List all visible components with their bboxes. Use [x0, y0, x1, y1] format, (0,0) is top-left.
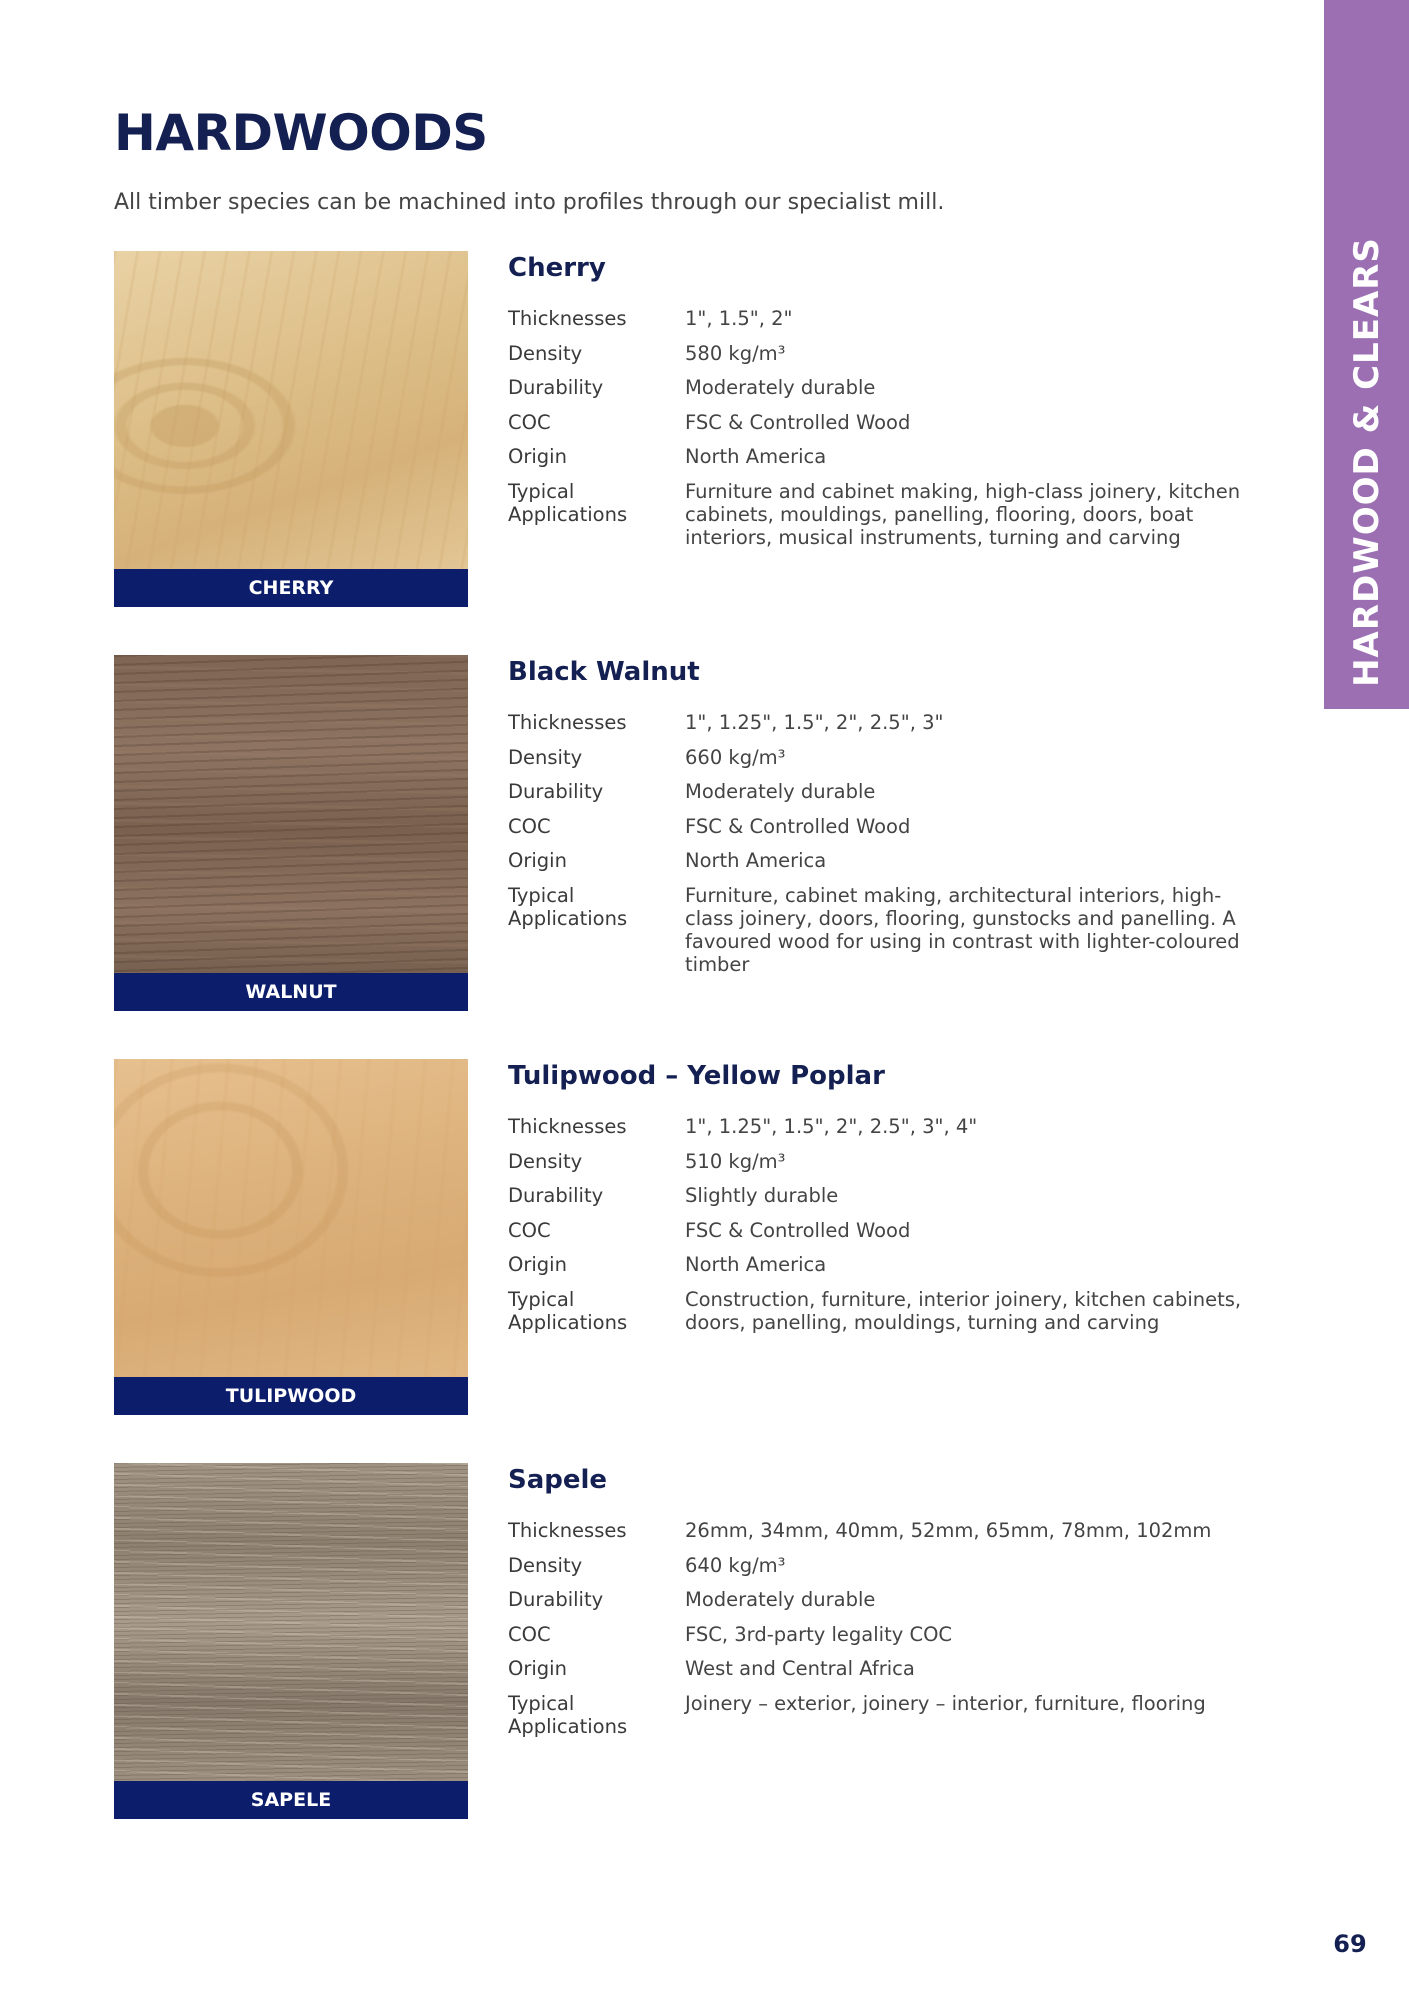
spec-label: COC: [508, 1218, 551, 1242]
spec-table: [508, 1059, 1268, 1345]
spec-label: Density: [508, 745, 583, 769]
spec-value: 1", 1.25", 1.5", 2", 2.5", 3", 4": [685, 1115, 978, 1138]
spec-label: Thicknesses: [508, 307, 627, 330]
spec-label: Origin: [508, 1657, 567, 1680]
side-tab: [1324, 0, 1409, 709]
timber-swatch: [114, 655, 468, 1011]
spec-row-coc: [508, 411, 1268, 434]
spec-label: Origin: [508, 445, 567, 468]
spec-value: Furniture and cabinet making, high-class joinery, kitchen cabinets, mouldings, panelling, flooring, doors, boat interiors, musical instruments, turning and carving: [685, 479, 1241, 549]
timber-entry-walnut: [114, 655, 1244, 1011]
spec-row-coc: [508, 815, 1268, 838]
spec-row-applications: [508, 884, 1268, 976]
spec-label: Density: [508, 1149, 583, 1173]
timber-swatch: [114, 1059, 468, 1415]
timber-name: Black Walnut: [508, 657, 700, 687]
spec-value: FSC & Controlled Wood: [685, 1218, 911, 1242]
cherry-wood-image: [114, 251, 468, 569]
spec-row-thicknesses: [508, 1115, 1268, 1138]
spec-label: Durability: [508, 1184, 604, 1207]
spec-row-coc: [508, 1219, 1268, 1242]
spec-value: 660 kg/m³: [685, 745, 786, 769]
swatch-label: WALNUT: [114, 973, 468, 1011]
spec-value: Joinery – exterior, joinery – interior, furniture, flooring: [685, 1691, 1206, 1715]
spec-row-origin: [508, 1253, 1268, 1276]
timber-swatch: [114, 251, 468, 607]
spec-value: 1", 1.5", 2": [685, 307, 793, 330]
spec-value: Moderately durable: [685, 1588, 876, 1611]
spec-value: North America: [685, 1253, 827, 1276]
swatch-label: CHERRY: [114, 569, 468, 607]
spec-row-density: [508, 1150, 1268, 1173]
page-title: HARDWOODS: [114, 104, 488, 162]
sapele-wood-image: [114, 1463, 468, 1781]
spec-row-thicknesses: [508, 1519, 1268, 1542]
tulipwood-wood-image: [114, 1059, 468, 1377]
spec-label: Durability: [508, 1588, 604, 1611]
spec-row-coc: [508, 1623, 1268, 1646]
spec-row-applications: [508, 480, 1268, 549]
spec-value: FSC & Controlled Wood: [685, 814, 911, 838]
spec-table: [508, 251, 1268, 560]
spec-value: Construction, furniture, interior joinery, kitchen cabinets, doors, panelling, mouldings, turning and carving: [685, 1287, 1242, 1334]
timber-name: Tulipwood – Yellow Poplar: [508, 1061, 885, 1091]
spec-value: FSC & Controlled Wood: [685, 410, 911, 434]
spec-label: Durability: [508, 780, 604, 803]
page-number: 69: [1333, 1930, 1367, 1958]
spec-value: North America: [685, 445, 827, 468]
walnut-wood-image: [114, 655, 468, 973]
spec-label: Density: [508, 1553, 583, 1577]
spec-value: North America: [685, 849, 827, 872]
spec-row-thicknesses: [508, 711, 1268, 734]
spec-row-applications: [508, 1692, 1268, 1738]
spec-label: COC: [508, 410, 551, 434]
spec-label: Thicknesses: [508, 1115, 627, 1138]
side-tab-label: HARDWOOD & CLEARS: [1346, 237, 1387, 687]
spec-row-durability: [508, 780, 1268, 803]
spec-table: [508, 1463, 1268, 1749]
spec-row-origin: [508, 445, 1268, 468]
spec-label: Durability: [508, 376, 604, 399]
timber-name: Sapele: [508, 1465, 608, 1495]
spec-row-origin: [508, 849, 1268, 872]
spec-row-density: [508, 342, 1268, 365]
spec-value: Moderately durable: [685, 780, 876, 803]
spec-label: COC: [508, 814, 551, 838]
spec-label: Typical Applications: [508, 883, 628, 930]
spec-label: Origin: [508, 849, 567, 872]
spec-value: 26mm, 34mm, 40mm, 52mm, 65mm, 78mm, 102mm: [685, 1519, 1212, 1542]
spec-label: Thicknesses: [508, 1519, 627, 1542]
spec-row-thicknesses: [508, 307, 1268, 330]
spec-row-durability: [508, 1184, 1268, 1207]
page-intro: All timber species can be machined into profiles through our specialist mill.: [114, 190, 945, 215]
spec-row-density: [508, 746, 1268, 769]
swatch-label: SAPELE: [114, 1781, 468, 1819]
spec-value: Slightly durable: [685, 1184, 839, 1207]
timber-swatch: [114, 1463, 468, 1819]
spec-value: Moderately durable: [685, 376, 876, 399]
spec-label: Typical Applications: [508, 1691, 628, 1738]
spec-value: 1", 1.25", 1.5", 2", 2.5", 3": [685, 711, 944, 734]
spec-label: Origin: [508, 1253, 567, 1276]
spec-value: West and Central Africa: [685, 1657, 915, 1680]
spec-label: COC: [508, 1622, 551, 1646]
spec-value: 580 kg/m³: [685, 341, 786, 365]
timber-entry-cherry: [114, 251, 1244, 607]
spec-label: Typical Applications: [508, 1287, 628, 1334]
spec-value: FSC, 3rd-party legality COC: [685, 1622, 953, 1646]
spec-row-durability: [508, 376, 1268, 399]
timber-entry-sapele: [114, 1463, 1244, 1819]
spec-row-origin: [508, 1657, 1268, 1680]
spec-label: Density: [508, 341, 583, 365]
timber-entry-tulipwood: [114, 1059, 1244, 1415]
spec-label: Thicknesses: [508, 711, 627, 734]
spec-label: Typical Applications: [508, 479, 628, 526]
timber-name: Cherry: [508, 253, 606, 283]
spec-table: [508, 655, 1268, 987]
spec-row-applications: [508, 1288, 1268, 1334]
spec-value: 640 kg/m³: [685, 1553, 786, 1577]
spec-row-durability: [508, 1588, 1268, 1611]
swatch-label: TULIPWOOD: [114, 1377, 468, 1415]
spec-row-density: [508, 1554, 1268, 1577]
spec-value: 510 kg/m³: [685, 1149, 786, 1173]
spec-value: Furniture, cabinet making, architectural interiors, high-class joinery, doors, flooring, gunstocks and panelling. A favoured wood for using in contrast with lighter-coloured timber: [685, 883, 1240, 976]
